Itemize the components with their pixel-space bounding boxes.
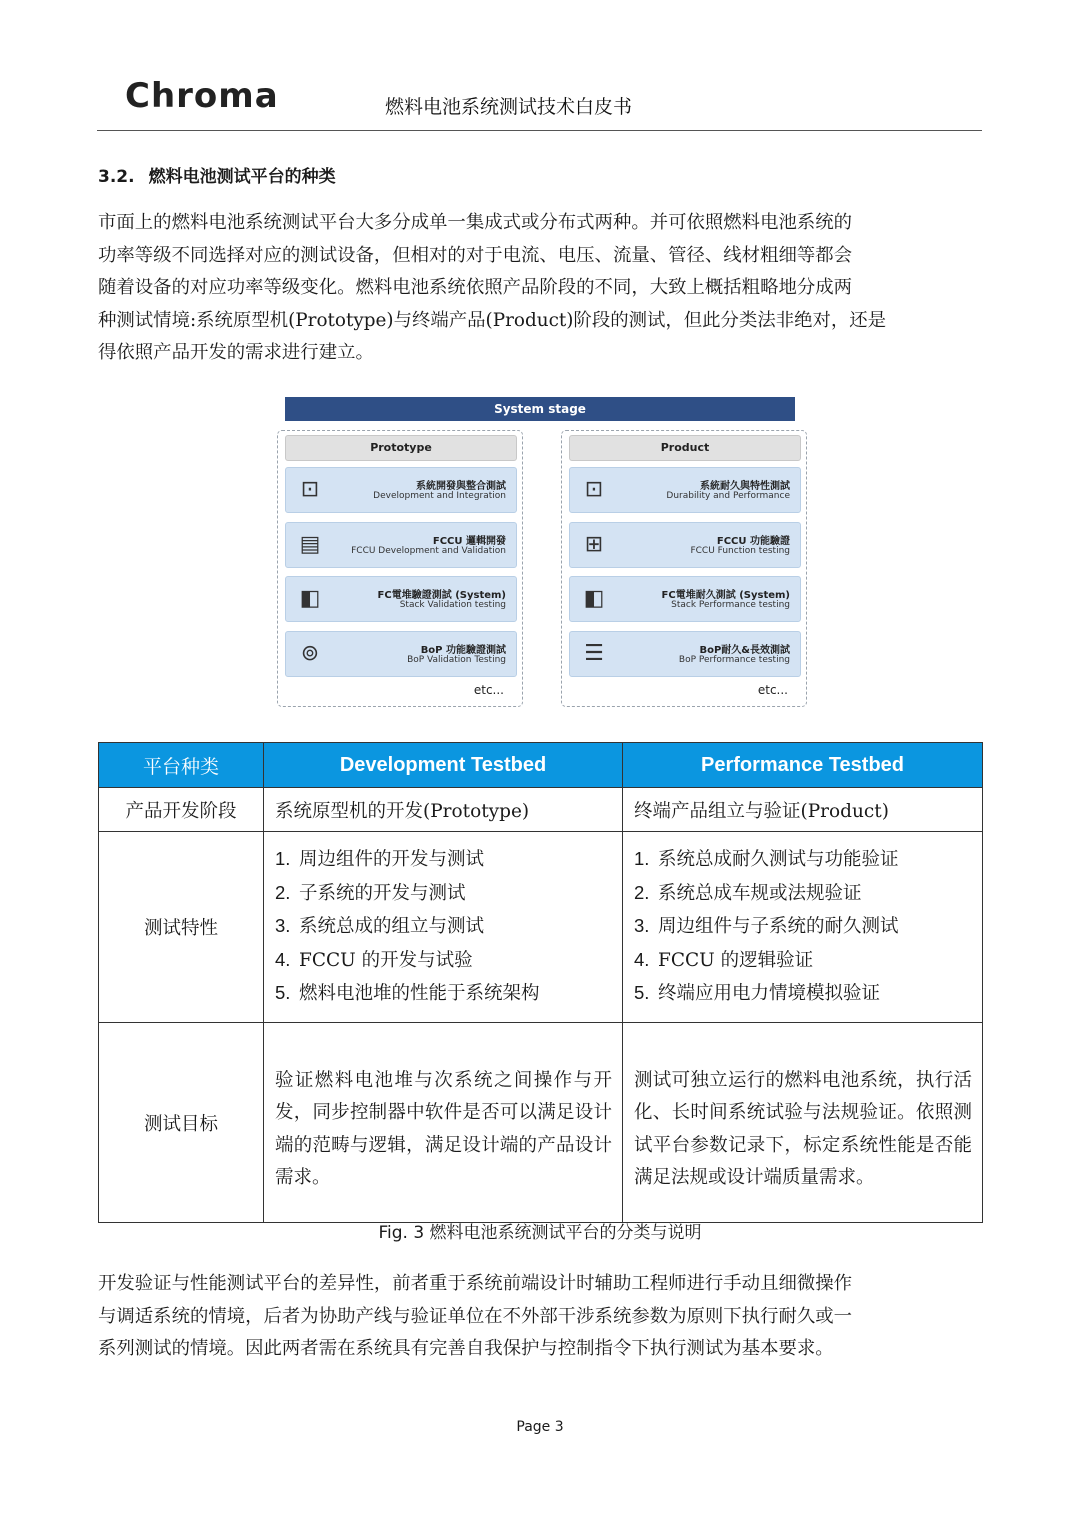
stage-card bbox=[285, 522, 517, 568]
list-item: 1. 系统总成耐久测试与功能验证 bbox=[634, 848, 899, 871]
stage-card bbox=[569, 467, 801, 513]
card-subtitle-en: FCCU Function testing bbox=[690, 546, 790, 556]
header-development-testbed: Development Testbed bbox=[264, 743, 623, 788]
paragraph-line: 开发验证与性能测试平台的差异性，前者重于系统前端设计时辅助工程师进行手动且细微操作 bbox=[98, 1273, 853, 1294]
table-cell: 终端产品组立与验证(Product) bbox=[623, 788, 983, 832]
header-divider bbox=[97, 130, 982, 131]
paragraph-line: 与调适系统的情境，后者为协助产线与验证单位在不外部干涉系统参数为原则下执行耐久或一 bbox=[98, 1305, 853, 1327]
product-column bbox=[561, 430, 807, 707]
prototype-column bbox=[277, 430, 523, 707]
card-subtitle-en: Development and Integration bbox=[373, 491, 506, 501]
goal-text: 验证燃料电池堆与次系统之间操作与开发，同步控制器中软件是否可以满足设计端的范畴与逻辑，满足设计端的产品设计需求。 bbox=[275, 1069, 612, 1188]
fuel-cell-stack-icon: ◧ bbox=[583, 586, 605, 611]
list-item: 3. 周边组件与子系统的耐久测试 bbox=[634, 915, 899, 938]
card-subtitle-en: Stack Performance testing bbox=[671, 600, 790, 610]
goal-text: 测试可独立运行的燃料电池系统，执行活化、长时间系统试验与法规验证。依照测试平台参数记录下，标定系统性能是否能满足法规或设计端质量需求。 bbox=[634, 1069, 972, 1188]
test-bench-icon: ⊡ bbox=[584, 477, 604, 502]
chroma-logo: Chroma bbox=[125, 76, 279, 116]
diagram-title-bar: System stage bbox=[285, 397, 795, 421]
row-label: 产品开发阶段 bbox=[99, 788, 264, 832]
row-label: 测试目标 bbox=[99, 1023, 264, 1223]
section-number: 3.2. bbox=[98, 167, 135, 187]
controller-icon: ▤ bbox=[299, 532, 321, 557]
column-etc: etc... bbox=[757, 683, 788, 697]
blower-icon: ⊚ bbox=[300, 641, 320, 666]
header-performance-testbed: Performance Testbed bbox=[623, 743, 983, 788]
stage-card bbox=[285, 467, 517, 513]
card-title-zh: FCCU 功能驗證 bbox=[716, 536, 790, 547]
figure-number: Fig. 3 bbox=[378, 1223, 425, 1243]
stage-card bbox=[569, 631, 801, 677]
stage-card bbox=[285, 631, 517, 677]
paragraph-line: 随着设备的对应功率等级变化。燃料电池系统依照产品阶段的不同，大致上概括粗略地分成两 bbox=[98, 277, 853, 298]
testbed-comparison-table bbox=[98, 742, 983, 1223]
card-title-zh: BoP 功能驗證測試 bbox=[420, 645, 506, 656]
system-stage-diagram bbox=[276, 395, 806, 710]
table-header-row bbox=[99, 743, 983, 788]
card-subtitle-en: Durability and Performance bbox=[666, 491, 790, 501]
card-subtitle-en: FCCU Development and Validation bbox=[351, 546, 506, 556]
section-title: 燃料电池测试平台的种类 bbox=[148, 167, 336, 187]
table-cell bbox=[623, 1023, 983, 1223]
paragraph-line: 功率等级不同选择对应的测试设备，但相对的对于电流、电压、流量、管径、线材粗细等都会 bbox=[98, 244, 853, 266]
page-number: Page 3 bbox=[516, 1419, 564, 1435]
figure-caption bbox=[0, 1218, 1080, 1243]
column-heading: Prototype bbox=[285, 435, 517, 461]
list-item: 1. 周边组件的开发与测试 bbox=[275, 848, 485, 871]
card-title-zh: 系統耐久與特性測試 bbox=[700, 481, 790, 492]
feature-list bbox=[634, 843, 972, 1011]
paragraph-line: 得依照产品开发的需求进行建立。 bbox=[98, 342, 374, 363]
feature-list bbox=[275, 843, 612, 1011]
paragraph-line: 市面上的燃料电池系统测试平台大多分成单一集成式或分布式两种。并可依照燃料电池系统的 bbox=[98, 212, 853, 233]
list-item: 3. 系统总成的组立与测试 bbox=[275, 915, 485, 938]
card-subtitle-en: BoP Performance testing bbox=[678, 655, 790, 665]
table-row bbox=[99, 832, 983, 1023]
closing-paragraph bbox=[98, 1268, 982, 1366]
table-cell: 系统原型机的开发(Prototype) bbox=[264, 788, 623, 832]
paragraph-line: 系列测试的情境。因此两者需在系统具有完善自我保护与控制指令下执行测试为基本要求。 bbox=[98, 1338, 834, 1359]
list-item: 4. FCCU 的逻辑验证 bbox=[634, 948, 814, 971]
figure-caption-text: 燃料电池系统测试平台的分类与说明 bbox=[429, 1223, 702, 1243]
list-item: 2. 子系统的开发与测试 bbox=[275, 881, 466, 904]
document-title: 燃料电池系统测试技术白皮书 bbox=[385, 96, 633, 118]
column-heading: Product bbox=[569, 435, 801, 461]
column-etc: etc... bbox=[473, 683, 504, 697]
card-subtitle-en: Stack Validation testing bbox=[399, 600, 506, 610]
table-row bbox=[99, 1023, 983, 1223]
list-item: 5. 燃料电池堆的性能于系统架构 bbox=[275, 982, 540, 1005]
stage-card bbox=[569, 576, 801, 622]
list-item: 2. 系统总成车规或法规验证 bbox=[634, 881, 862, 904]
stage-card bbox=[569, 522, 801, 568]
list-item: 5. 终端应用电力情境模拟验证 bbox=[634, 982, 881, 1005]
card-subtitle-en: BoP Validation Testing bbox=[407, 655, 506, 665]
card-title-zh: FCCU 邏輯開發 bbox=[432, 536, 506, 547]
stage-card bbox=[285, 576, 517, 622]
table-cell bbox=[264, 1023, 623, 1223]
header-platform-type: 平台种类 bbox=[99, 743, 264, 788]
logic-tree-icon: ⊞ bbox=[584, 532, 604, 557]
test-bench-icon: ⊡ bbox=[300, 477, 320, 502]
card-title-zh: 系統開發與整合測試 bbox=[416, 481, 506, 492]
test-checklist-icon: ☰ bbox=[584, 641, 604, 666]
card-title-zh: FC電堆驗證測試 (System) bbox=[377, 590, 506, 601]
card-title-zh: FC電堆耐久測試 (System) bbox=[661, 590, 790, 601]
row-label: 测试特性 bbox=[99, 832, 264, 1023]
section-heading bbox=[98, 162, 336, 187]
list-item: 4. FCCU 的开发与试验 bbox=[275, 948, 473, 971]
paragraph-line: 种测试情境:系统原型机(Prototype)与终端产品(Product)阶段的测试，但此分类法非绝对，还是 bbox=[98, 309, 887, 331]
table-cell bbox=[264, 832, 623, 1023]
intro-paragraph bbox=[98, 207, 982, 370]
fuel-cell-stack-icon: ◧ bbox=[299, 586, 321, 611]
table-row bbox=[99, 788, 983, 832]
card-title-zh: BoP耐久&長效測試 bbox=[699, 645, 790, 656]
table-cell bbox=[623, 832, 983, 1023]
